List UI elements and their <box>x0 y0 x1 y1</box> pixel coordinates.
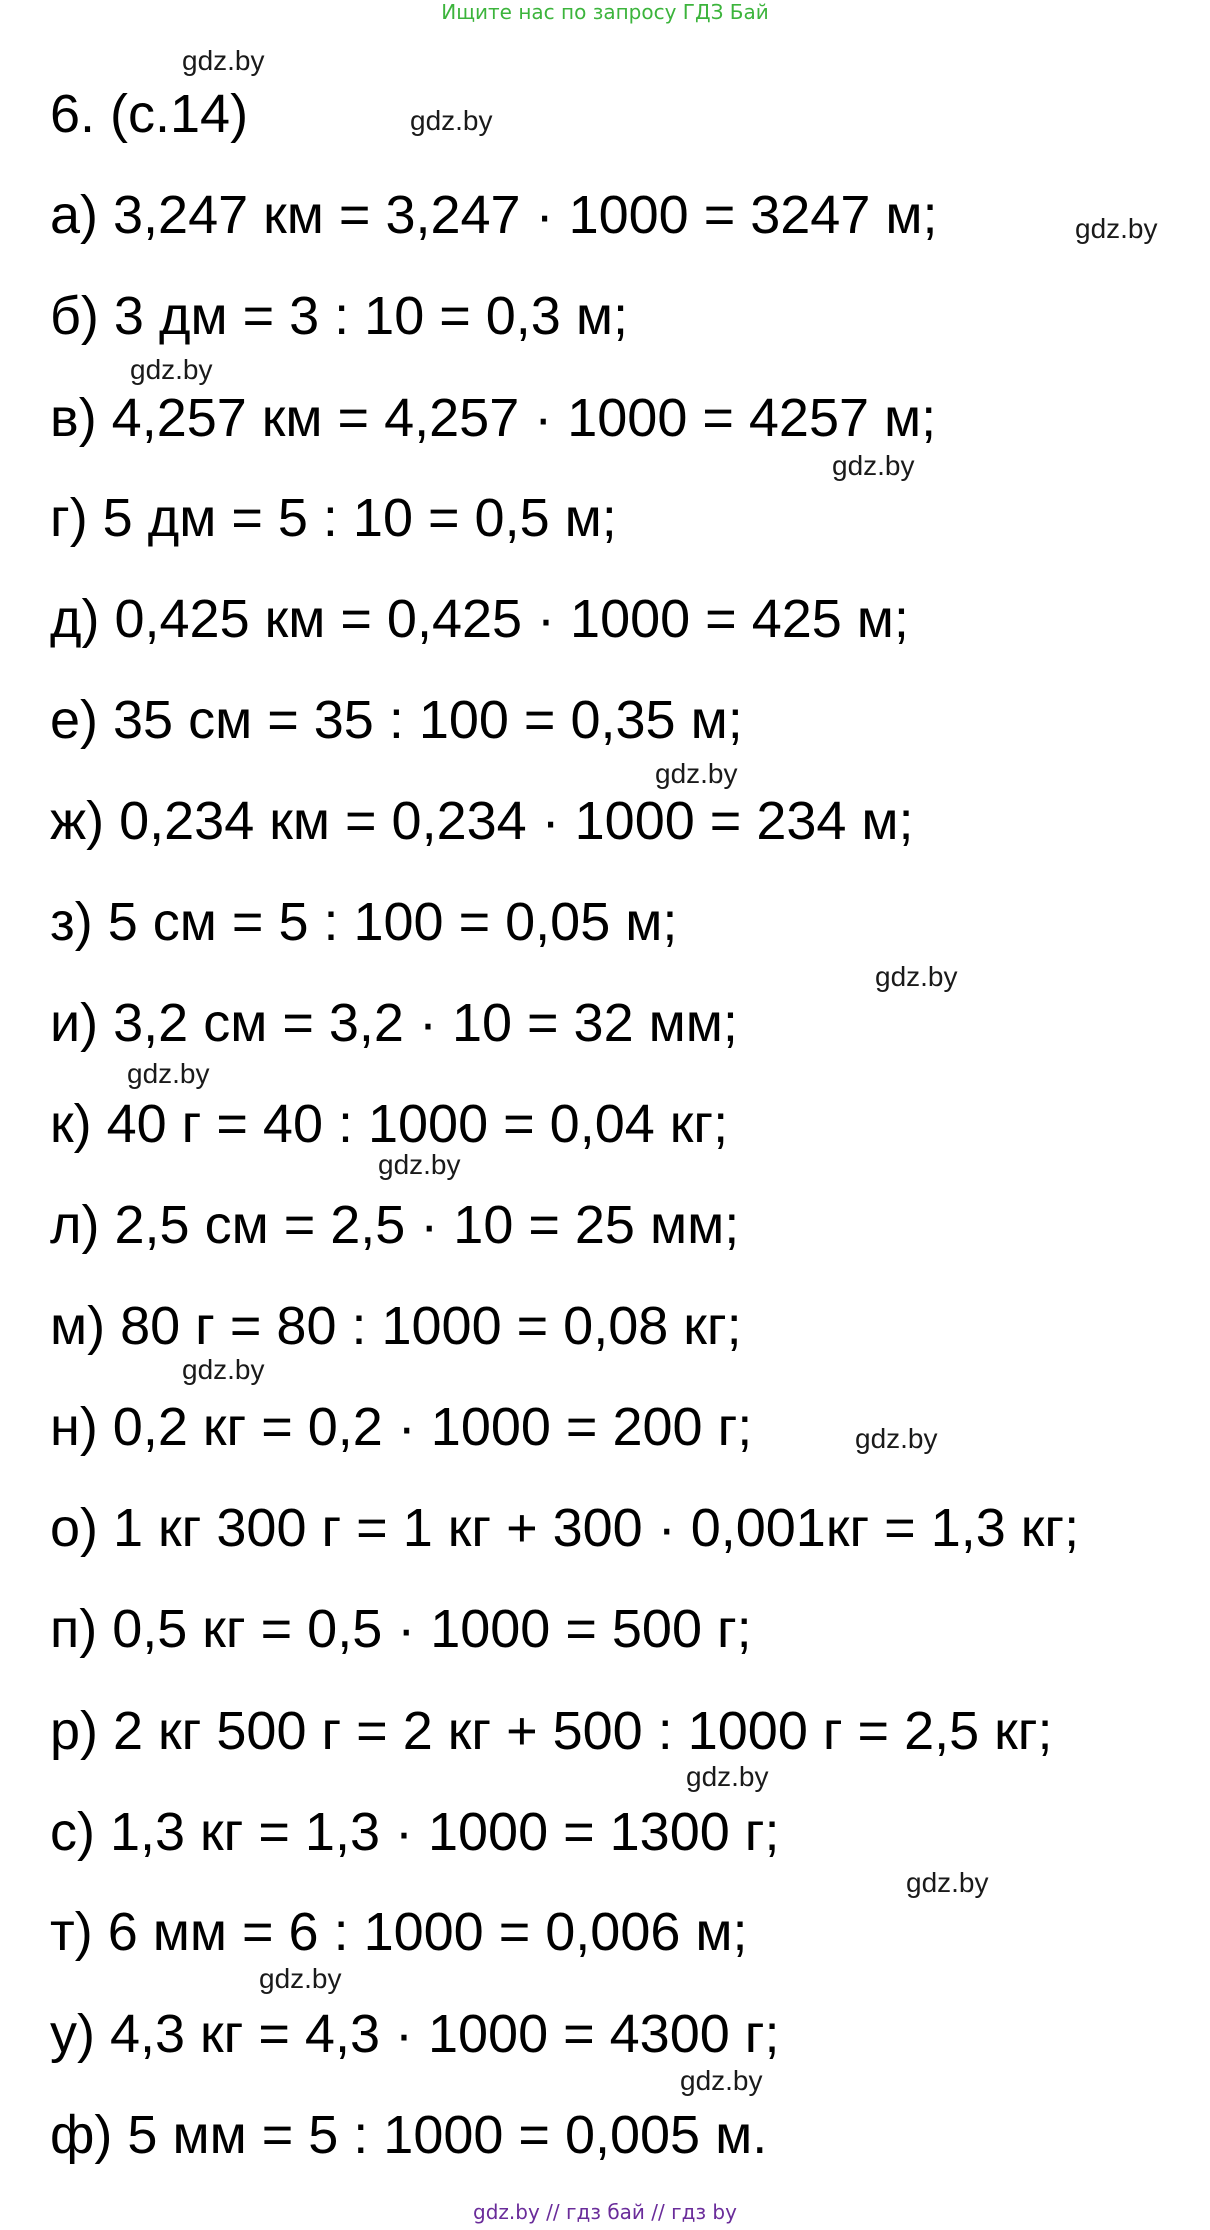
solution-line: р) 2 кг 500 г = 2 кг + 500 : 1000 г = 2,5 кг; <box>50 1701 1053 1761</box>
solution-line: в) 4,257 км = 4,257 · 1000 = 4257 м; <box>50 388 937 448</box>
watermark: gdz.by <box>906 1867 989 1898</box>
watermark: gdz.by <box>182 45 265 76</box>
watermark: gdz.by <box>378 1149 461 1180</box>
top-banner[interactable]: Ищите нас по запросу ГДЗ Бай <box>441 0 769 24</box>
watermark: gdz.by <box>259 1963 342 1994</box>
footer-links[interactable]: gdz.by // гдз бай // гдз by <box>473 2200 737 2224</box>
solution-line: м) 80 г = 80 : 1000 = 0,08 кг; <box>50 1296 742 1356</box>
exercise-heading: 6. (с.14) <box>50 84 249 144</box>
solution-line: б) 3 дм = 3 : 10 = 0,3 м; <box>50 286 628 346</box>
solution-line: о) 1 кг 300 г = 1 кг + 300 · 0,001кг = 1,3 кг; <box>50 1498 1080 1558</box>
solution-line: а) 3,247 км = 3,247 · 1000 = 3247 м; <box>50 185 938 245</box>
watermark: gdz.by <box>855 1423 938 1454</box>
watermark: gdz.by <box>182 1354 265 1385</box>
watermark: gdz.by <box>655 758 738 789</box>
watermark: gdz.by <box>832 450 915 481</box>
watermark: gdz.by <box>130 354 213 385</box>
watermark: gdz.by <box>680 2065 763 2096</box>
solution-line: е) 35 см = 35 : 100 = 0,35 м; <box>50 690 743 750</box>
solution-line: у) 4,3 кг = 4,3 · 1000 = 4300 г; <box>50 2004 780 2064</box>
solution-line: с) 1,3 кг = 1,3 · 1000 = 1300 г; <box>50 1802 780 1862</box>
watermark: gdz.by <box>127 1058 210 1089</box>
solution-line: д) 0,425 км = 0,425 · 1000 = 425 м; <box>50 589 909 649</box>
watermark: gdz.by <box>686 1761 769 1792</box>
solution-line: и) 3,2 см = 3,2 · 10 = 32 мм; <box>50 993 738 1053</box>
solution-line: т) 6 мм = 6 : 1000 = 0,006 м; <box>50 1902 748 1962</box>
solution-line: ж) 0,234 км = 0,234 · 1000 = 234 м; <box>50 791 914 851</box>
solution-line: л) 2,5 см = 2,5 · 10 = 25 мм; <box>50 1195 740 1255</box>
solution-line: п) 0,5 кг = 0,5 · 1000 = 500 г; <box>50 1599 752 1659</box>
solution-line: ф) 5 мм = 5 : 1000 = 0,005 м. <box>50 2105 768 2165</box>
watermark: gdz.by <box>1075 213 1158 244</box>
solution-line: г) 5 дм = 5 : 10 = 0,5 м; <box>50 488 617 548</box>
solution-line: з) 5 см = 5 : 100 = 0,05 м; <box>50 892 678 952</box>
solution-line: к) 40 г = 40 : 1000 = 0,04 кг; <box>50 1094 729 1154</box>
watermark: gdz.by <box>875 961 958 992</box>
solution-line: н) 0,2 кг = 0,2 · 1000 = 200 г; <box>50 1397 753 1457</box>
watermark: gdz.by <box>410 105 493 136</box>
